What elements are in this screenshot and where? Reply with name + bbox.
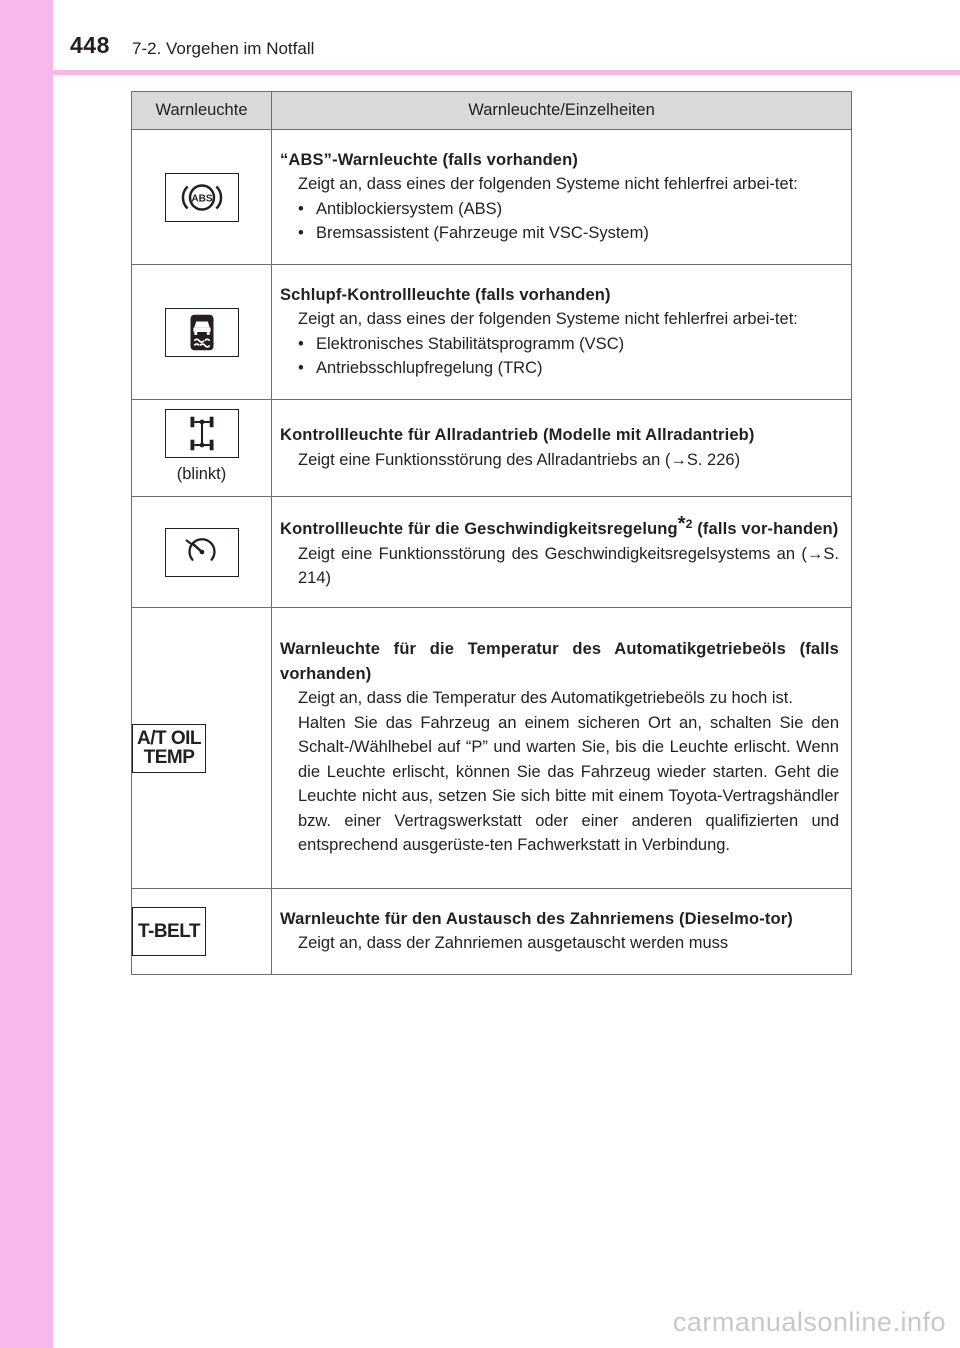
warning-light-table <box>131 91 852 975</box>
page-number: 448 <box>70 32 110 58</box>
icon-cell <box>132 130 272 265</box>
watermark: carmanualsonline.info <box>672 1307 946 1337</box>
cruise-control-icon <box>165 528 239 577</box>
entry-title: “ABS”-Warnleuchte (falls vorhanden) <box>280 150 579 169</box>
entry-body: Zeigt eine Funktionsstörung des Allradantriebs an (→S. 226) <box>298 450 741 469</box>
list-item: • Antiblockiersystem (ABS) <box>298 199 503 218</box>
list-item: • Antriebsschlupfregelung (TRC) <box>298 359 543 377</box>
table-row <box>132 889 852 975</box>
table-header-row <box>132 92 852 130</box>
icon-cell <box>132 265 272 400</box>
entry-body: Zeigt an, dass die Temperatur des Automatikgetriebeöls zu hoch ist. <box>298 689 793 708</box>
icon-note: (blinkt) <box>176 465 227 484</box>
slip-indicator-icon <box>165 308 239 357</box>
table-row <box>132 265 852 400</box>
icon-cell <box>132 497 272 608</box>
entry-body: Zeigt an, dass eines der folgenden Systeme nicht fehlerfrei arbei-tet: <box>298 175 798 193</box>
abs-warning-icon <box>165 173 239 222</box>
details-cell <box>272 130 852 265</box>
footnote-marker: *2 <box>677 513 693 536</box>
entry-title: Warnleuchte für die Temperatur des Automatikgetriebeöls (falls vorhanden) <box>280 640 839 683</box>
entry-title: Schlupf-Kontrollleuchte (falls vorhanden) <box>280 285 611 304</box>
icon-cell <box>132 608 272 889</box>
table-row <box>132 130 852 265</box>
side-accent-stripe <box>0 0 53 1348</box>
list-item: • Bremsassistent (Fahrzeuge mit VSC-System) <box>298 224 649 242</box>
list-item: • Elektronisches Stabilitätsprogramm (VSC) <box>298 334 625 353</box>
section-title: 7-2. Vorgehen im Notfall <box>132 39 315 58</box>
table-row <box>132 400 852 497</box>
details-cell <box>272 400 852 497</box>
icon-cell <box>132 889 272 975</box>
entry-body: Zeigt an, dass der Zahnriemen ausgetauscht werden muss <box>298 934 729 952</box>
details-cell <box>272 608 852 889</box>
entry-body: Zeigt eine Funktionsstörung des Geschwindigkeitsregelsystems an (→S. 214) <box>298 544 839 588</box>
header-accent-bar <box>0 70 960 75</box>
svg-text:ABS: ABS <box>190 192 213 204</box>
entry-title: Kontrollleuchte für Allradantrieb (Modelle mit Allradantrieb) <box>280 426 755 444</box>
column-header-details: Warnleuchte/Einzelheiten <box>272 92 852 130</box>
at-oil-temp-icon: A/T OIL TEMP <box>132 724 206 773</box>
column-header-warnleuchte: Warnleuchte <box>132 92 272 130</box>
4wd-indicator-icon <box>165 409 239 458</box>
table-row <box>132 497 852 608</box>
details-cell <box>272 265 852 400</box>
t-belt-icon: T-BELT <box>132 907 206 956</box>
icon-cell <box>132 400 272 497</box>
entry-title: Warnleuchte für den Austausch des Zahnriemens (Dieselmo-tor) <box>280 909 793 928</box>
entry-body: Zeigt an, dass eines der folgenden Systeme nicht fehlerfrei arbei-tet: <box>298 310 798 328</box>
details-cell <box>272 889 852 975</box>
entry-title: Kontrollleuchte für die Geschwindigkeitsregelung$^{*2}$ (falls vor-handen) <box>280 513 839 539</box>
entry-body: Halten Sie das Fahrzeug an einem sicheren Ort an, schalten Sie den Schalt-/Wählhebel auf “P” und warten Sie, bis die Leuchte erlischt. Wenn die Leuchte erlischt, können Sie das Fahrzeug wieder starten. Geht die Leuchte nicht aus, setzen Sie sich bitte mit einem Toyota-Vertragshändler bzw. einer Vertragswerkstatt oder einer anderen qualifizierten und entsprechend ausgerüste-ten Fachwerkstatt in Verbindung. <box>298 713 839 855</box>
details-cell <box>272 497 852 608</box>
table-row <box>132 608 852 889</box>
